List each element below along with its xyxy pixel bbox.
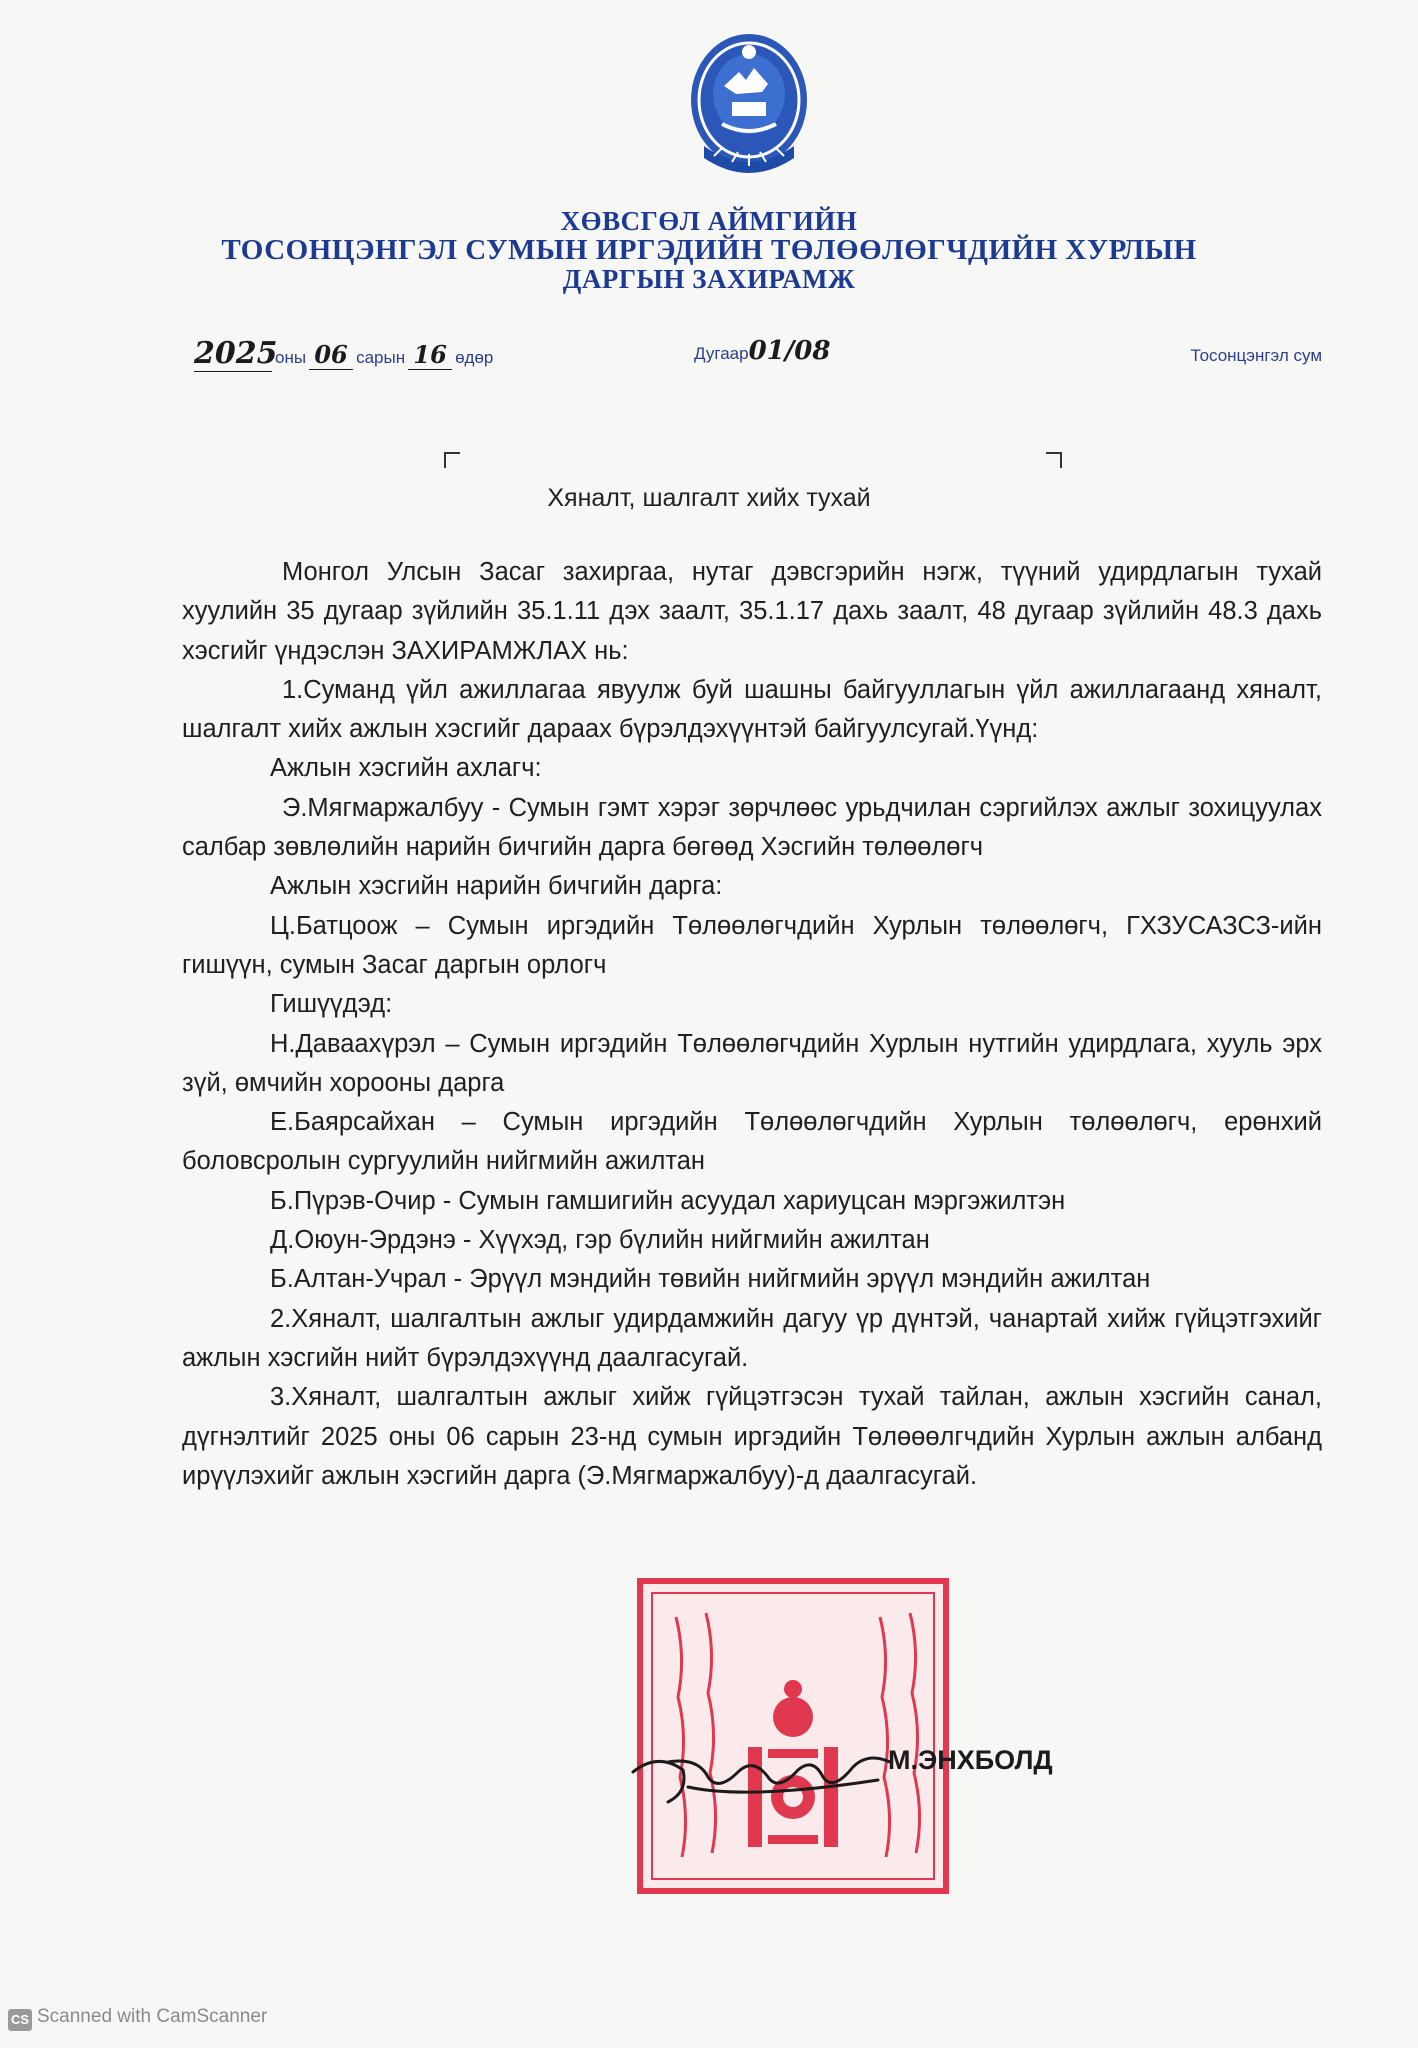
state-emblem-icon: [684, 28, 814, 188]
title-corner-right: [1046, 452, 1062, 468]
camscanner-logo-icon: CS: [8, 2009, 32, 2031]
scanner-text: Scanned with CamScanner: [37, 2006, 268, 2027]
date-field: [194, 336, 496, 372]
title-corner-left: [444, 452, 460, 468]
header-line-1: ХӨВСГӨЛ АЙМГИЙН: [560, 206, 858, 236]
item-1: 1.Суманд үйл ажиллагаа явуулж буй шашны байгууллагын үйл ажиллагаанд хяналт, шалгалт хийх ажлын хэсгийг дараах бүрэлдэхүүнтэй байгуулсугай.Үүнд:: [182, 675, 1322, 744]
member-entry: Е.Баярсайхан – Сумын иргэдийн Төлөөлөгчдийн Хурлын төлөөлөгч, ерөнхий боловсролын сургуулийн нийгмийн ажилтан: [182, 1108, 1322, 1176]
date-year: 2025: [194, 336, 278, 371]
document-title: Хяналт, шалгалт хийх тухай: [547, 484, 871, 512]
member-entry: Д.Оюун-Эрдэнэ - Хүүхэд, гэр бүлийн нийгмийн ажилтан: [270, 1226, 930, 1255]
item-3: 3.Хяналт, шалгалтын ажлыг хийж гүйцэтгэсэн тухай тайлан, ажлын хэсгийн санал, дүгнэлтийг 2025 оны 06 сарын 23-нд сумын иргэдийн Төлөөөлгчдийн Хурлын ажлын албанд ирүүлэхийг ажлын хэсгийн дарга (Э.Мягмаржалбуу)-д даалгасугай.: [182, 1383, 1322, 1490]
member-entry: Н.Даваахүрэл – Сумын иргэдийн Төлөөлөгчдийн Хурлын нутгийн удирдлага, хууль эрх зүй, өмчийн хорооны дарга: [182, 1029, 1322, 1097]
number-value: 01/08: [748, 336, 831, 366]
document-number: [694, 336, 831, 366]
member-entry: Б.Алтан-Учрал - Эрүүл мэндийн төвийн нийгмийн эрүүл мэндийн ажилтан: [270, 1265, 1151, 1294]
leader-entry: Э.Мягмаржалбуу - Сумын гэмт хэрэг зөрчлөөс урьдчилан сэргийлэх ажлыг зохицуулах салбар зөвлөлийн нарийн бичгийн дарга бөгөөд Хэсгийн төлөөлөгч: [182, 793, 1322, 862]
date-month: 06: [309, 340, 353, 370]
year-label: оны: [275, 348, 307, 367]
secretary-entry: Ц.Батцоож – Сумын иргэдийн Төлөөлөгчдийн Хурлын төлөөлөгч, ГХЗУСАЗСЗ-ийн гишүүн, сумын Засаг даргын орлогч: [182, 911, 1322, 979]
header-line-3: ДАРГЫН ЗАХИРАМЖ: [562, 264, 856, 294]
month-label: сарын: [356, 348, 406, 367]
member-entry: Б.Пүрэв-Очир - Сумын гамшигийн асуудал хариуцсан мэргэжилтэн: [270, 1186, 1066, 1215]
day-label: өдөр: [455, 348, 494, 367]
document-body: [182, 553, 1322, 1496]
preamble: Монгол Улсын Засаг захиргаа, нутаг дэвсгэрийн нэгж, түүний удирдлагын тухай хуулийн 35 дугаар зүйлийн 35.1.11 дэх заалт, 35.1.17 дахь заалт, 48 дугаар зүйлийн 48.3 дахь хэсгийг үндэслэн ЗАХИРАМЖЛАХ нь:: [182, 558, 1322, 665]
secretary-label: Ажлын хэсгийн нарийн бичгийн дарга:: [270, 872, 723, 901]
members-label: Гишүүдэд:: [270, 990, 393, 1019]
handwritten-signature-icon: [628, 1732, 898, 1822]
leader-label: Ажлын хэсгийн ахлагч:: [270, 754, 542, 783]
place-label: Тосонцэнгэл сум: [1190, 346, 1322, 365]
signer-name: М.ЭНХБОЛД: [888, 1745, 1053, 1775]
scanner-watermark: [8, 2006, 267, 2031]
header-line-2: ТОСОНЦЭНГЭЛ СУМЫН ИРГЭДИЙН ТӨЛӨӨЛӨГЧДИЙН ХУРЛЫН: [221, 234, 1197, 266]
item-2: 2.Хяналт, шалгалтын ажлыг удирдамжийн дагуу үр дүнтэй, чанартай хийж гүйцэтгэхийг ажлын хэсгийн нийт бүрэлдэхүүнд даалгасугай.: [182, 1304, 1322, 1372]
number-label: Дугаар: [694, 344, 749, 363]
date-day: 16: [408, 340, 452, 370]
